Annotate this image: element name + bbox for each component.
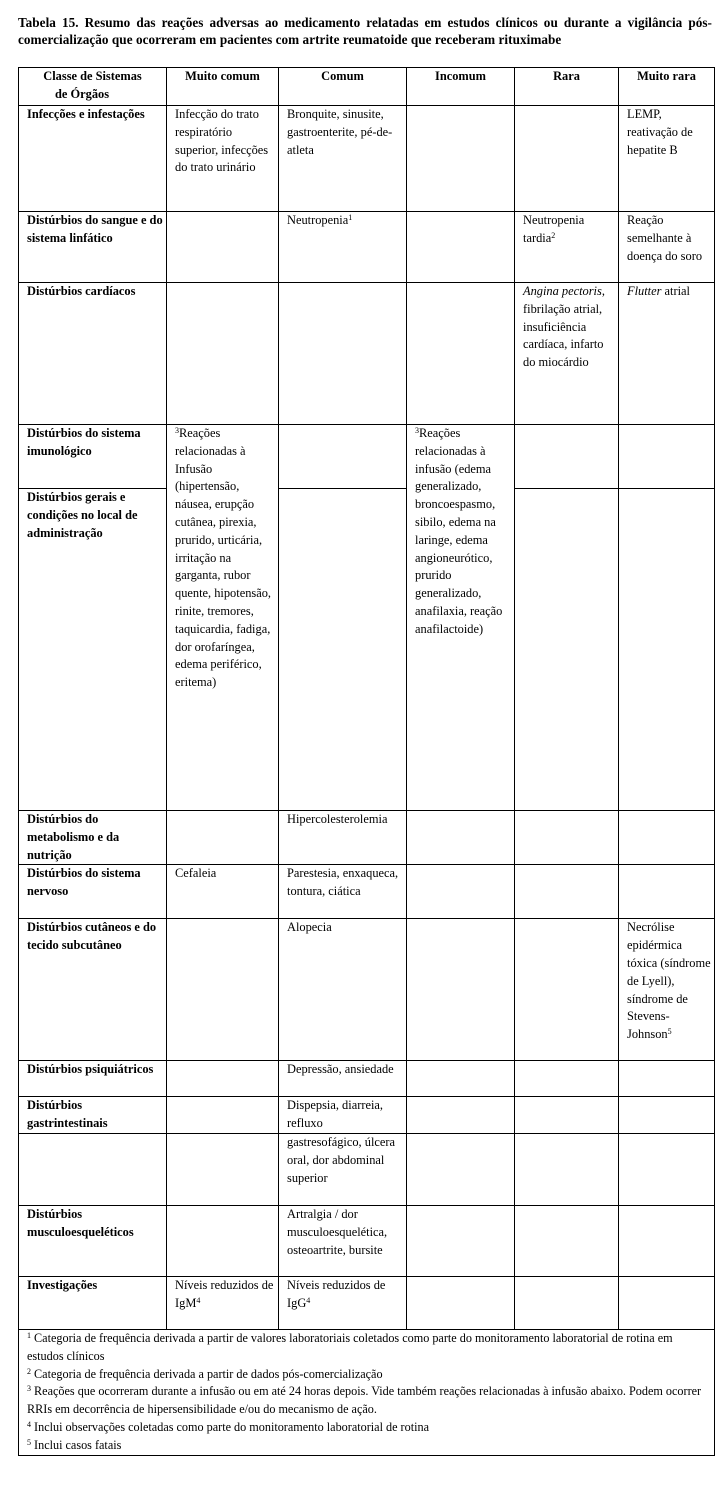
header-very-common: Muito comum [167, 68, 279, 106]
rare-cell [515, 1097, 619, 1134]
common-cell: Parestesia, enxaqueca, tontura, ciática [279, 865, 407, 919]
cell-text: Neutropenia [287, 213, 349, 227]
footnote-1 [27, 1330, 711, 1366]
cell-text: Reações relacionadas à Infusão (hipertensão, náusea, erupção cutânea, pirexia, prurido, urticária, irritação na garganta, rubor quente, hipotensão, rinite, tremores, taquicardia, fadiga, dor orofaríngea, edema periférico, eritema) [175, 426, 272, 690]
uncommon-cell [407, 212, 515, 283]
table-row-gastro [19, 1097, 715, 1134]
soc-cell: Distúrbios do sistema imunológico [19, 425, 167, 489]
uncommon-cell [407, 425, 515, 811]
common-cell: Alopecia [279, 919, 407, 1061]
cell-text: Reações relacionadas à infusão (edema generalizado, broncoespasmo, sibilo, edema na laringe, edema angioneurótico, prurido generalizado, anafilaxia, reação anafilactoide) [415, 426, 503, 636]
table-row-blood [19, 212, 715, 283]
common-cell: gastresofágico, úlcera oral, dor abdominal superior [279, 1133, 407, 1205]
cell-text: Níveis reduzidos de IgG [287, 1277, 386, 1310]
very-rare-cell [619, 865, 715, 919]
uncommon-cell [407, 1205, 515, 1276]
very-rare-cell [619, 489, 715, 811]
common-cell: Hipercolesterolemia [279, 811, 407, 865]
footnotes-row [19, 1329, 715, 1455]
soc-cell: Distúrbios psiquiátricos [19, 1061, 167, 1097]
very-rare-cell [619, 1205, 715, 1276]
footnote-mark: 2 [27, 1366, 31, 1376]
uncommon-cell [407, 1061, 515, 1097]
very-rare-cell: Reação semelhante à doença do soro [619, 212, 715, 283]
common-cell: Bronquite, sinusite, gastroenterite, pé-de-atleta [279, 106, 407, 212]
very-rare-cell [619, 1097, 715, 1134]
common-cell [279, 212, 407, 283]
rare-cell [515, 1205, 619, 1276]
very-rare-cell [619, 1061, 715, 1097]
soc-cell: Distúrbios do metabolismo e da nutrição [19, 811, 167, 865]
table-row-nervous [19, 865, 715, 919]
common-cell [279, 1276, 407, 1329]
footnote-ref: 1 [348, 213, 353, 222]
soc-cell: Distúrbios cardíacos [19, 283, 167, 425]
footnote-ref: 2 [551, 230, 556, 240]
footnote-mark: 1 [27, 1330, 31, 1340]
uncommon-cell [407, 106, 515, 212]
soc-cell: Distúrbios cutâneos e do tecido subcutâneo [19, 919, 167, 1061]
header-very-rare: Muito rara [619, 68, 715, 106]
rare-cell [515, 212, 619, 283]
footnote-3 [27, 1383, 711, 1419]
soc-cell: Distúrbios musculoesqueléticos [19, 1205, 167, 1276]
table-row-gastro-cont [19, 1133, 715, 1205]
soc-cell: Distúrbios do sistema nervoso [19, 865, 167, 919]
soc-cell: Distúrbios gerais e condições no local de administração [19, 489, 167, 811]
soc-cell: Investigações [19, 1276, 167, 1329]
table-row-metabolism [19, 811, 715, 865]
rare-cell [515, 1061, 619, 1097]
soc-cell [19, 1133, 167, 1205]
table-row-immune [19, 425, 715, 489]
footnote-ref: 4 [196, 1295, 201, 1305]
footnote-ref: 3 [415, 426, 419, 435]
very-common-cell: Infecção do trato respiratório superior, infecções do trato urinário [167, 106, 279, 212]
table-row-psychiatric [19, 1061, 715, 1097]
uncommon-cell [407, 1097, 515, 1134]
header-row [19, 68, 715, 106]
header-uncommon: Incomum [407, 68, 515, 106]
table-row-cardiac [19, 283, 715, 425]
footnote-mark: 5 [27, 1437, 31, 1447]
very-rare-cell [619, 283, 715, 425]
very-common-cell [167, 1205, 279, 1276]
soc-cell: Infecções e infestações [19, 106, 167, 212]
cell-text-italic: Flutter [627, 284, 662, 298]
very-common-cell [167, 425, 279, 811]
common-cell [279, 425, 407, 489]
very-common-cell [167, 283, 279, 425]
cell-text: Necrólise epidérmica tóxica (síndrome de Lyell), síndrome de Stevens-Johnson [627, 920, 711, 1042]
very-common-cell [167, 811, 279, 865]
uncommon-cell [407, 919, 515, 1061]
header-rare: Rara [515, 68, 619, 106]
rare-cell [515, 919, 619, 1061]
footnote-2 [27, 1366, 711, 1384]
footnote-ref: 5 [667, 1027, 672, 1037]
uncommon-cell [407, 865, 515, 919]
very-common-cell [167, 1276, 279, 1329]
soc-cell: Distúrbios gastrintestinais [19, 1097, 167, 1134]
rare-cell [515, 1276, 619, 1329]
table-row-investigations [19, 1276, 715, 1329]
footnote-5 [27, 1437, 711, 1455]
very-common-cell: Cefaleia [167, 865, 279, 919]
uncommon-cell [407, 1276, 515, 1329]
rare-cell [515, 283, 619, 425]
very-rare-cell [619, 919, 715, 1061]
cell-text: Níveis reduzidos de IgM [175, 1277, 274, 1310]
very-rare-cell [619, 1276, 715, 1329]
rare-cell [515, 1133, 619, 1205]
footnote-text: Inclui observações coletadas como parte do monitoramento laboratorial de rotina [31, 1419, 429, 1434]
uncommon-cell [407, 811, 515, 865]
header-soc-line1: Classe de Sistemas [43, 69, 142, 83]
table-row-musculo [19, 1205, 715, 1276]
uncommon-cell [407, 283, 515, 425]
very-common-cell [167, 919, 279, 1061]
cell-text: atrial [661, 284, 690, 298]
table-caption: Tabela 15. Resumo das reações adversas ao medicamento relatadas em estudos clínicos ou durante a vigilância pós-comercialização que ocorreram em pacientes com artrite reumatoide que receberam rituximabe [18, 15, 712, 48]
common-cell: Depressão, ansiedade [279, 1061, 407, 1097]
rare-cell [515, 489, 619, 811]
adverse-reactions-table [18, 67, 715, 1456]
footnote-mark: 4 [27, 1419, 31, 1429]
rare-cell [515, 811, 619, 865]
common-cell: Dispepsia, diarreia, refluxo [279, 1097, 407, 1134]
very-common-cell [167, 1097, 279, 1134]
rare-cell [515, 865, 619, 919]
soc-cell: Distúrbios do sangue e do sistema linfático [19, 212, 167, 283]
very-rare-cell [619, 811, 715, 865]
cell-text: , fibrilação atrial, insuficiência cardíaca, infarto do miocárdio [523, 284, 605, 370]
very-common-cell [167, 1133, 279, 1205]
rare-cell [515, 425, 619, 489]
footnote-ref: 4 [306, 1295, 311, 1305]
very-common-cell [167, 1061, 279, 1097]
footnote-text: Categoria de frequência derivada a partir de valores laboratoriais coletados como parte do monitoramento laboratorial de rotina em estudos clínicos [27, 1330, 673, 1363]
footnote-text: Reações que ocorreram durante a infusão ou em até 24 horas depois. Vide também reações relacionadas à infusão abaixo. Podem ocorrer RRIs em decorrência de hipersensibilidade e/ou do mecanismo de ação. [27, 1384, 702, 1417]
footnote-text: Categoria de frequência derivada a partir de dados pós-comercialização [31, 1366, 383, 1381]
very-common-cell [167, 212, 279, 283]
table-row-skin [19, 919, 715, 1061]
rare-cell [515, 106, 619, 212]
footnote-4 [27, 1419, 711, 1437]
common-cell [279, 489, 407, 811]
table-row-general [19, 489, 715, 811]
header-soc [19, 68, 167, 106]
cell-text-italic: Angina pectoris [523, 284, 602, 298]
common-cell: Artralgia / dor musculoesquelética, osteoartrite, bursite [279, 1205, 407, 1276]
header-soc-line2: de Órgãos [55, 86, 110, 101]
very-rare-cell [619, 1133, 715, 1205]
uncommon-cell [407, 1133, 515, 1205]
footnote-mark: 3 [27, 1384, 31, 1394]
common-cell [279, 283, 407, 425]
table-row-infections [19, 106, 715, 212]
cell-text: Neutropenia tardia [523, 213, 585, 245]
footnote-ref: 3 [175, 426, 179, 435]
very-rare-cell [619, 425, 715, 489]
footnote-text: Inclui casos fatais [31, 1437, 122, 1452]
header-common: Comum [279, 68, 407, 106]
footnotes-cell [19, 1329, 715, 1455]
very-rare-cell: LEMP, reativação de hepatite B [619, 106, 715, 212]
